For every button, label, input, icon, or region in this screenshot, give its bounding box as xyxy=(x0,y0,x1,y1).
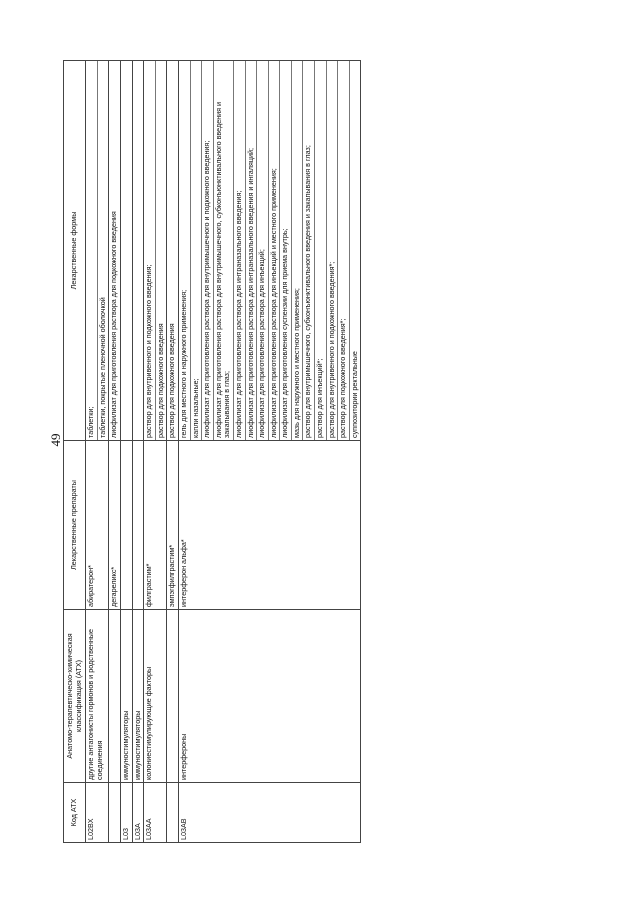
page-number: 49 xyxy=(48,433,63,447)
cell-atc: интерфероны xyxy=(178,610,361,783)
cell-code: L03AB xyxy=(178,783,361,843)
cell-forms xyxy=(178,61,361,441)
cell-drug: дегареликс* xyxy=(109,441,121,610)
form-item: лиофилизат для приготовления раствора для инъекций; xyxy=(256,61,268,440)
form-item: капли назальные; xyxy=(190,61,202,440)
cell-forms xyxy=(167,61,179,441)
cell-drug: филграстим* xyxy=(144,441,167,610)
form-item: лиофилизат для приготовления раствора для интраназального введения и ингаляций; xyxy=(245,61,257,440)
cell-forms xyxy=(120,61,132,441)
cell-atc xyxy=(167,610,179,783)
form-item: раствор для внутримышечного, субконъюнктивального введения и закапывания в глаз; xyxy=(302,61,314,440)
cell-forms xyxy=(144,61,167,441)
header-forms: Лекарственные формы xyxy=(64,61,86,441)
drug-table xyxy=(63,60,361,843)
cell-code: L03AA xyxy=(144,783,167,843)
cell-code: L02BX xyxy=(86,783,109,843)
cell-forms xyxy=(109,61,121,441)
cell-atc: иммуностимуляторы xyxy=(120,610,132,783)
drug-table-rotated xyxy=(63,61,573,843)
header-drug: Лекарственные препараты xyxy=(64,441,86,610)
cell-atc xyxy=(109,610,121,783)
table-row xyxy=(86,61,109,843)
form-item: раствор для подкожного введения xyxy=(167,323,177,438)
cell-drug: интерферон альфа* xyxy=(178,441,361,610)
form-item: гель для местного и наружного применения; xyxy=(178,289,188,438)
cell-code xyxy=(109,783,121,843)
form-item: лиофилизат для приготовления раствора для внутримышечного и подкожного введения; xyxy=(201,61,213,440)
form-item: лиофилизат для приготовления раствора для подкожного введения xyxy=(109,211,119,438)
form-item: раствор для подкожного введения*; xyxy=(337,61,349,440)
table-row xyxy=(167,61,179,843)
table-row xyxy=(144,61,167,843)
cell-drug xyxy=(120,441,132,610)
table-header-row xyxy=(64,61,86,843)
form-item: раствор для инъекций*; xyxy=(314,61,326,440)
cell-forms xyxy=(86,61,109,441)
cell-atc: иммуностимуляторы xyxy=(132,610,144,783)
table-row xyxy=(132,61,144,843)
cell-atc: другие антагонисты гормонов и родственные соединения xyxy=(86,610,109,783)
form-item: суппозитории ректальные xyxy=(349,61,361,440)
cell-code xyxy=(167,783,179,843)
form-item: лиофилизат для приготовления раствора для интраназального введения; xyxy=(233,61,245,440)
form-item: раствор для внутривенного и подкожного введения*; xyxy=(326,61,338,440)
form-item: лиофилизат для приготовления раствора для инъекций и местного применения; xyxy=(268,61,280,440)
table-body xyxy=(86,61,361,843)
form-item: лиофилизат для приготовления раствора для внутримышечного, субконъюнктивального введения и закапывания в глаз; xyxy=(213,61,233,440)
header-code: Код АТХ xyxy=(64,783,86,843)
cell-drug xyxy=(132,441,144,610)
form-item: раствор для подкожного введения xyxy=(155,61,167,440)
cell-drug: эмпэгфилграстим* xyxy=(167,441,179,610)
cell-forms xyxy=(132,61,144,441)
form-item: раствор для внутривенного и подкожного введения; xyxy=(144,264,154,438)
cell-code: L03A xyxy=(132,783,144,843)
cell-drug: абиратерон* xyxy=(86,441,109,610)
table-row xyxy=(120,61,132,843)
form-item: таблетки; xyxy=(86,406,96,438)
form-item: мазь для наружного и местного применения; xyxy=(291,61,303,440)
table-row xyxy=(178,61,361,843)
cell-code: L03 xyxy=(120,783,132,843)
cell-atc: колониестимулирующие факторы xyxy=(144,610,167,783)
form-item: таблетки, покрытые пленочной оболочкой xyxy=(97,61,109,440)
header-atc: Анатомо-терапевтическо-химическая классификация (АТХ) xyxy=(64,610,86,783)
table-row xyxy=(109,61,121,843)
form-item: лиофилизат для приготовления суспензии для приема внутрь; xyxy=(279,61,291,440)
